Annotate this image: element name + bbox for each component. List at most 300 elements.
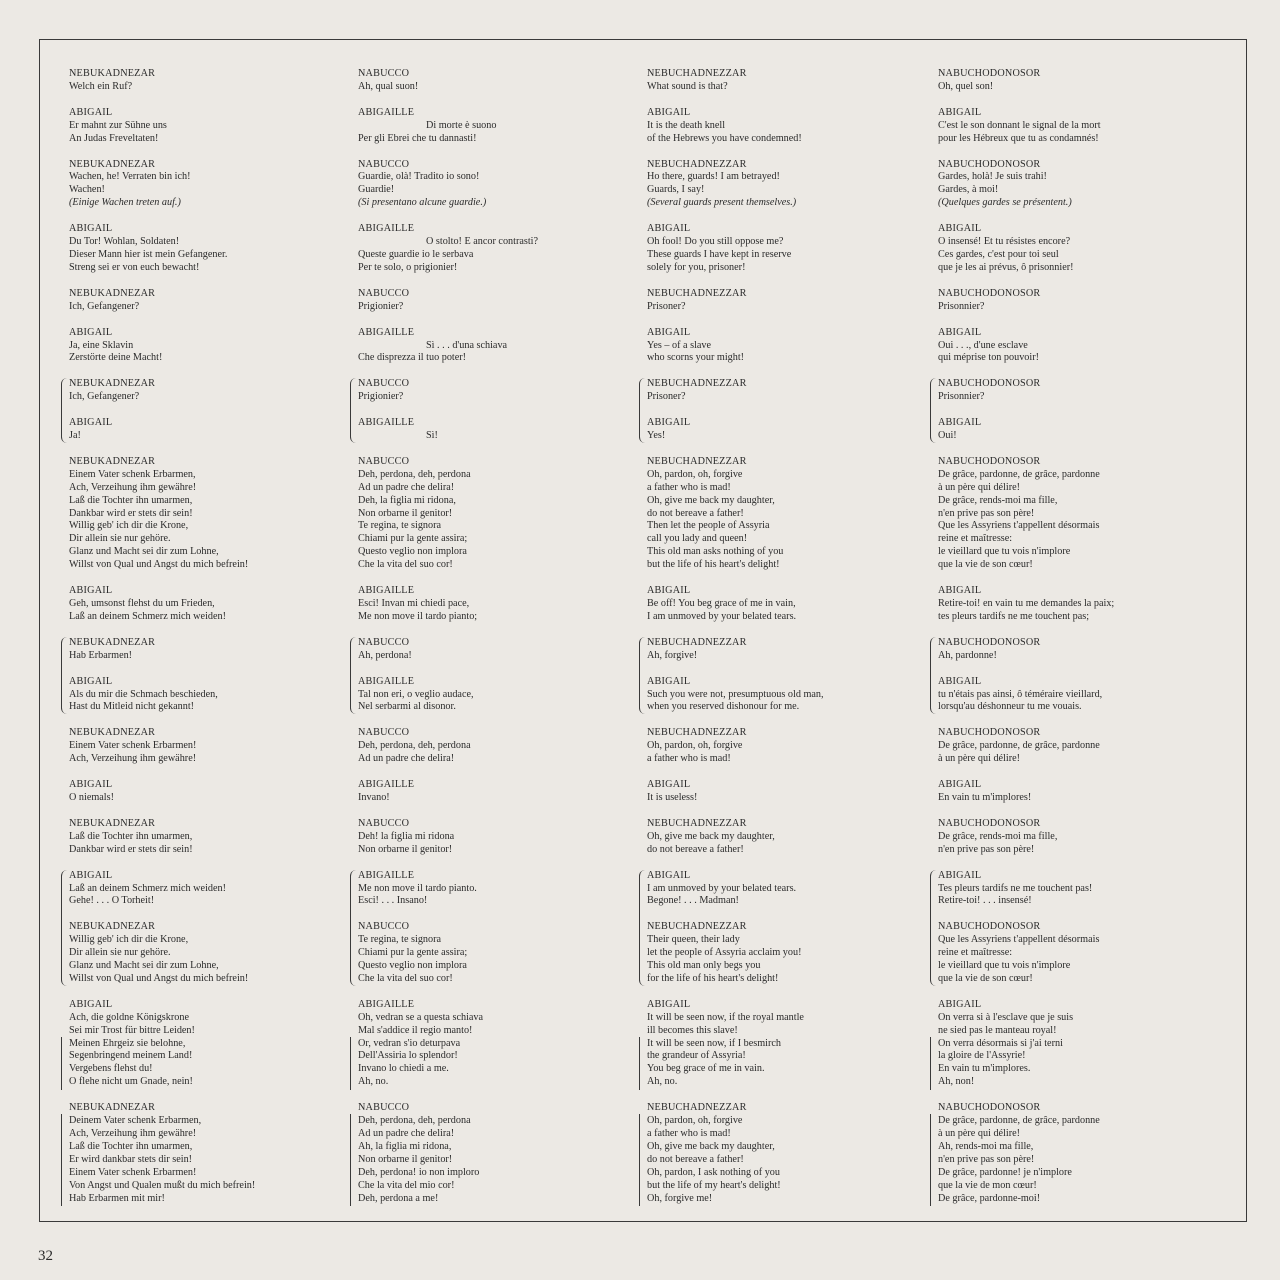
page-number: 32 (38, 1248, 53, 1264)
lyric-line: Per gli Ebrei che tu dannasti! (358, 132, 477, 144)
speaker-name: NABUCCO (358, 1102, 410, 1114)
lyric-line: Einem Vater schenk Erbarmen! (69, 740, 197, 752)
stanza (647, 1102, 919, 1205)
speaker-name: ABIGAILLE (358, 326, 415, 338)
stanza (358, 288, 630, 314)
speaker-name: ABIGAIL (647, 675, 691, 687)
lyric-line: a father who is mad! (647, 1128, 919, 1141)
lyric-line: Segenbringend meinem Land! (69, 1050, 341, 1063)
stanza (938, 159, 1210, 211)
lyric-line: De grâce, rends-moi ma fille, (938, 494, 1058, 506)
lyric-line: Ich, Gefangener? (69, 300, 140, 312)
stanza (647, 68, 919, 94)
speaker-name: ABIGAIL (69, 998, 113, 1010)
lyric-line: Willst von Qual und Angst du mich befrein! (69, 559, 249, 571)
stanza (358, 637, 630, 663)
speaker-name: ABIGAIL (647, 326, 691, 338)
lyric-line: Esci! . . . Insano! (358, 895, 428, 907)
column-german (69, 68, 341, 1205)
stanza (647, 870, 919, 909)
lyric-line: do not bereave a father! (647, 507, 744, 519)
stanza (647, 288, 919, 314)
lyric-line: Deh! la figlia mi ridona (358, 830, 455, 842)
speaker-name: NEBUCHADNEZZAR (647, 1102, 747, 1114)
stanza (938, 676, 1210, 715)
stanza (938, 417, 1210, 443)
speaker-name: ABIGAIL (647, 998, 691, 1010)
stage-direction: (Einige Wachen treten auf.) (69, 197, 181, 209)
stanza (938, 999, 1210, 1089)
lyric-line: An Judas Freveltaten! (69, 132, 159, 144)
lyric-line: Prigionier? (358, 300, 404, 312)
speaker-name: NEBUKADNEZAR (69, 287, 156, 299)
lyric-line: que je les ai prévus, ô prisonnier! (938, 261, 1074, 273)
speaker-name: NEBUKADNEZAR (69, 1102, 156, 1114)
lyric-line: Tal non eri, o veglio audace, (358, 688, 474, 700)
lyric-line: Oui . . ., d'une esclave (938, 339, 1028, 351)
speaker-name: ABIGAIL (69, 106, 113, 118)
lyric-line: call you lady and queen! (647, 533, 748, 545)
lyric-line: Oh, give me back my daughter, (647, 830, 775, 842)
lyric-line: Ah, no. (358, 1076, 630, 1089)
stanza (69, 921, 341, 986)
lyric-line: Invano! (358, 791, 390, 803)
stanza (69, 1102, 341, 1205)
lyric-line: Tes pleurs tardifs ne me touchent pas! (938, 882, 1093, 894)
lyric-line: Che disprezza il tuo poter! (358, 352, 467, 364)
lyric-line: Te regina, te signora (358, 934, 442, 946)
lyric-line: Er wird dankbar stets dir sein! (69, 1154, 341, 1167)
lyric-line: Di morte è suono (426, 119, 497, 131)
ensemble-bracket-group (647, 637, 919, 715)
speaker-name: NABUCCO (358, 378, 410, 390)
stanza (358, 223, 630, 275)
lyric-line: This old man asks nothing of you (647, 546, 784, 558)
lyric-line: Glanz und Macht sei dir zum Lohne, (69, 960, 219, 972)
column-french (938, 68, 1210, 1205)
lyric-line: Oh, pardon, oh, forgive (647, 1115, 919, 1128)
lyric-line: Oh, pardon, I ask nothing of you (647, 1167, 919, 1180)
lyric-line: Prigionier? (358, 391, 404, 403)
lyric-line: que la vie de son cœur! (938, 559, 1033, 571)
speaker-name: NABUCCO (358, 817, 410, 829)
speaker-name: NEBUCHADNEZZAR (647, 727, 747, 739)
lyric-line: Be off! You beg grace of me in vain, (647, 598, 796, 609)
lyric-line: Vergebens flehst du! (69, 1063, 341, 1076)
stanza (358, 68, 630, 94)
lyric-line: O stolto! E ancor contrasti? (426, 236, 539, 248)
lyric-line: Ach, Verzeihung ihm gewähre! (69, 481, 197, 493)
lyric-line: Ah, pardonne! (938, 649, 997, 661)
stanza (938, 327, 1210, 366)
lyric-line: Que les Assyriens t'appellent désormais (938, 934, 1100, 946)
lyric-line: De grâce, pardonne, de grâce, pardonne (938, 468, 1100, 480)
speaker-name: NEBUCHADNEZZAR (647, 378, 747, 390)
lyric-line: Dir allein sie nur gehöre. (69, 533, 171, 545)
speaker-name: NABUCHODONOSOR (938, 1102, 1041, 1114)
column-italian (358, 68, 630, 1205)
lyric-line: I am unmoved by your belated tears. (647, 882, 797, 894)
lyric-line: tes pleurs tardifs ne me touchent pas; (938, 610, 1090, 622)
lyric-line: Sì . . . d'una schiava (426, 339, 508, 351)
lyric-line: Ho there, guards! I am betrayed! (647, 171, 780, 183)
lyric-line: Nel serbarmi al disonor. (358, 701, 456, 713)
stanza (69, 585, 341, 624)
stanza (647, 107, 919, 146)
lyric-line: Gardes, holà! Je suis trahi! (938, 171, 1047, 183)
lyric-line: Non orbarne il genitor! (358, 507, 453, 519)
lyric-line: Invano lo chiedi a me. (358, 1063, 630, 1076)
stanza (938, 223, 1210, 275)
lyric-line: Yes – of a slave (647, 339, 712, 351)
lyric-line: Ces gardes, c'est pour toi seul (938, 248, 1059, 260)
lyric-line: Dankbar wird er stets dir sein! (69, 843, 193, 855)
lyric-line: Gehe! . . . O Torheit! (69, 895, 155, 907)
lyric-line: Deh, perdona a me! (358, 1193, 630, 1206)
speaker-name: NEBUKADNEZAR (69, 68, 156, 79)
lyric-line: solely for you, prisoner! (647, 261, 746, 273)
lyric-line: Wachen! (69, 184, 105, 196)
stanza (938, 727, 1210, 766)
stanza (358, 676, 630, 715)
lyric-line: Que les Assyriens t'appellent désormais (938, 520, 1100, 532)
stanza (647, 999, 919, 1089)
lyric-line: C'est le son donnant le signal de la mort (938, 119, 1101, 131)
lyric-line: Laß die Tochter ihn umarmen, (69, 494, 193, 506)
stanza (358, 1102, 630, 1205)
speaker-name: ABIGAIL (938, 417, 982, 429)
lyric-line: Meinen Ehrgeiz sie belohne, (69, 1038, 341, 1051)
lyric-line: Non orbarne il genitor! (358, 843, 453, 855)
lyric-line: De grâce, pardonne-moi! (938, 1193, 1210, 1206)
lyric-line: Per te solo, o prigionier! (358, 261, 458, 273)
lyric-line: This old man only begs you (647, 960, 761, 972)
lyric-line: tu n'étais pas ainsi, ô téméraire vieillard, (938, 688, 1103, 700)
lyric-line: Guardie! (358, 184, 395, 196)
speaker-name: NEBUKADNEZAR (69, 378, 156, 390)
lyric-line: Che la vita del suo cor! (358, 559, 453, 571)
stanza (69, 676, 341, 715)
stanza (938, 107, 1210, 146)
lyric-line: Retire-toi! . . . insensé! (938, 895, 1032, 907)
lyric-line: Then let the people of Assyria (647, 520, 770, 532)
speaker-name: NABUCHODONOSOR (938, 378, 1041, 390)
lyric-line: Oh, pardon, oh, forgive (647, 468, 743, 480)
stanza (358, 870, 630, 909)
lyric-line: Oh, quel son! (938, 80, 994, 92)
stanza (938, 1102, 1210, 1205)
stanza (69, 378, 341, 404)
lyric-line: Chiami pur la gente assira; (358, 533, 468, 545)
lyric-line: Oh, pardon, oh, forgive (647, 740, 743, 752)
ensemble-bracket-group (938, 637, 1210, 715)
lyric-line: Che la vita del mio cor! (358, 1180, 630, 1193)
lyric-line: Me non move il tardo pianto; (358, 610, 478, 622)
lyric-line: lorsqu'au déshonneur tu me vouais. (938, 701, 1082, 713)
speaker-name: NABUCCO (358, 287, 410, 299)
stanza (358, 107, 630, 146)
stanza (69, 223, 341, 275)
lyric-line: ne sied pas le manteau royal! (938, 1024, 1057, 1036)
lyric-line: Einem Vater schenk Erbarmen, (69, 468, 196, 480)
lyric-line: Deinem Vater schenk Erbarmen, (69, 1115, 341, 1128)
speaker-name: ABIGAILLE (358, 106, 415, 118)
speaker-name: ABIGAILLE (358, 998, 415, 1010)
lyric-line: En vain tu m'implores! (938, 791, 1032, 803)
lyric-line: Laß an deinem Schmerz mich weiden! (69, 610, 226, 622)
lyric-line: of the Hebrews you have condemned! (647, 132, 802, 144)
lyric-line: Du Tor! Wohlan, Soldaten! (69, 236, 180, 248)
lyric-line: Prisoner? (647, 391, 686, 403)
stanza (358, 417, 630, 443)
lyric-line: It is useless! (647, 791, 698, 803)
speaker-name: ABIGAIL (69, 326, 113, 338)
speaker-name: ABIGAIL (938, 223, 982, 235)
lyric-line: qui méprise ton pouvoir! (938, 352, 1040, 364)
speaker-name: ABIGAIL (938, 779, 982, 791)
speaker-name: ABIGAILLE (358, 779, 415, 791)
speaker-name: NEBUCHADNEZZAR (647, 287, 747, 299)
ensemble-bracket-group (938, 378, 1210, 443)
stage-direction: (Quelques gardes se présentent.) (938, 197, 1072, 209)
speaker-name: ABIGAIL (647, 106, 691, 118)
lyric-line: O niemals! (69, 791, 114, 803)
lyric-line: Oh, vedran se a questa schiava (358, 1011, 484, 1023)
stanza (358, 159, 630, 211)
lyric-line: Ja! (69, 430, 81, 442)
ensemble-bracket-group (69, 637, 341, 715)
ensemble-bracket-group (938, 870, 1210, 986)
lyric-line: Such you were not, presumptuous old man, (647, 688, 824, 700)
lyric-line: It will be seen now, if I besmirch (647, 1038, 919, 1051)
stanza (938, 779, 1210, 805)
speaker-name: ABIGAIL (69, 675, 113, 687)
stanza (938, 921, 1210, 986)
lyric-line: Sei mir Trost für bittre Leiden! (69, 1024, 195, 1036)
speaker-name: ABIGAIL (69, 223, 113, 235)
speaker-name: NABUCCO (358, 68, 410, 79)
speaker-name: NEBUKADNEZAR (69, 727, 156, 739)
lyric-line: Me non move il tardo pianto. (358, 882, 477, 894)
lyric-line: On verra si à l'esclave que je suis (938, 1011, 1074, 1023)
lyric-line: Von Angst und Qualen mußt du mich befrein! (69, 1180, 341, 1193)
speaker-name: NABUCHODONOSOR (938, 727, 1041, 739)
lyric-line: Guards, I say! (647, 184, 705, 196)
speaker-name: ABIGAIL (647, 869, 691, 881)
stanza (69, 288, 341, 314)
speaker-name: NEBUKADNEZAR (69, 636, 156, 648)
stanza (69, 417, 341, 443)
lyric-line: que la vie de mon cœur! (938, 1180, 1210, 1193)
stanza (69, 107, 341, 146)
stanza (358, 779, 630, 805)
lyric-line: Deh, perdona! io non imploro (358, 1167, 630, 1180)
lyric-line: Wachen, he! Verraten bin ich! (69, 171, 191, 183)
lyric-line: la gloire de l'Assyrie! (938, 1050, 1210, 1063)
stanza (358, 378, 630, 404)
lyric-line: It will be seen now, if the royal mantle (647, 1011, 804, 1023)
lyric-line: Queste guardie io le serbava (358, 248, 474, 260)
speaker-name: NABUCCO (358, 636, 410, 648)
ensemble-bracket-group (69, 378, 341, 443)
stanza (69, 727, 341, 766)
lyric-line: Sì! (426, 430, 438, 442)
lyric-line: Ach, Verzeihung ihm gewähre! (69, 1128, 341, 1141)
stanza (938, 585, 1210, 624)
lyric-line: a father who is mad! (647, 753, 731, 765)
lyric-line: What sound is that? (647, 80, 728, 92)
lyric-line: Ah, no. (647, 1076, 919, 1089)
stanza (358, 727, 630, 766)
lyric-line: when you reserved dishonour for me. (647, 701, 800, 713)
speaker-name: ABIGAIL (647, 223, 691, 235)
speaker-name: ABIGAIL (69, 779, 113, 791)
lyric-line: Laß an deinem Schmerz mich weiden! (69, 882, 226, 894)
lyric-line: who scorns your might! (647, 352, 745, 364)
lyric-line: Mal s'addice il regio manto! (358, 1024, 473, 1036)
lyric-line: Welch ein Ruf? (69, 80, 133, 92)
lyric-line: Oh, give me back my daughter, (647, 494, 775, 506)
stanza (647, 159, 919, 211)
stanza (647, 818, 919, 857)
lyric-line: Ah, la figlia mi ridona, (358, 1141, 630, 1154)
speaker-name: ABIGAIL (938, 998, 982, 1010)
lyric-line: Questo veglio non implora (358, 960, 467, 972)
lyric-line: Dir allein sie nur gehöre. (69, 947, 171, 959)
speaker-name: ABIGAIL (938, 106, 982, 118)
lyric-line: Yes! (647, 430, 666, 442)
lyric-line: Che la vita del suo cor! (358, 972, 453, 984)
speaker-name: NEBUCHADNEZZAR (647, 636, 747, 648)
lyric-line: Prisonnier? (938, 300, 985, 312)
stanza (647, 676, 919, 715)
speaker-name: NABUCHODONOSOR (938, 68, 1041, 79)
speaker-name: ABIGAIL (69, 417, 113, 429)
lyric-line: Their queen, their lady (647, 934, 740, 946)
lyric-line: let the people of Assyria acclaim you! (647, 947, 802, 959)
lyric-line: Ad un padre che delira! (358, 481, 455, 493)
lyric-line: Ich, Gefangener? (69, 391, 140, 403)
speaker-name: NABUCHODONOSOR (938, 636, 1041, 648)
stanza (358, 585, 630, 624)
lyric-line: Retire-toi! en vain tu me demandes la paix; (938, 598, 1115, 609)
ensemble-bracket-group (69, 870, 341, 986)
lyric-line: n'en prive pas son père! (938, 843, 1035, 855)
lyric-line: Ah, qual suon! (358, 80, 419, 92)
lyric-line: Streng sei er von euch bewacht! (69, 261, 200, 273)
libretto-frame (39, 39, 1247, 1222)
column-english (647, 68, 919, 1205)
stanza (69, 870, 341, 909)
lyric-line: Laß die Tochter ihn umarmen, (69, 1141, 341, 1154)
lyric-line: Esci! Invan mi chiedi pace, (358, 598, 470, 609)
speaker-name: ABIGAIL (647, 585, 691, 597)
lyric-line: Questo veglio non implora (358, 546, 467, 558)
lyric-line: Chiami pur la gente assira; (358, 947, 468, 959)
speaker-name: ABIGAIL (69, 869, 113, 881)
stanza (938, 456, 1210, 572)
lyric-line: Hast du Mitleid nicht gekannt! (69, 701, 195, 713)
speaker-name: NEBUCHADNEZZAR (647, 158, 747, 170)
lyric-line: but the life of his heart's delight! (647, 559, 780, 571)
lyric-line: Ad un padre che delira! (358, 1128, 630, 1141)
stanza (647, 637, 919, 663)
stanza (358, 999, 630, 1089)
stanza (69, 159, 341, 211)
lyric-line: a father who is mad! (647, 481, 731, 493)
speaker-name: ABIGAIL (647, 779, 691, 791)
lyric-line: Willig geb' ich dir die Krone, (69, 520, 189, 532)
lyric-line: Ach, Verzeihung ihm gewähre! (69, 753, 197, 765)
speaker-name: ABIGAIL (938, 326, 982, 338)
lyric-line: Laß die Tochter ihn umarmen, (69, 830, 193, 842)
lyric-line: Oh, forgive me! (647, 1193, 919, 1206)
speaker-name: NABUCHODONOSOR (938, 158, 1041, 170)
lyric-line: Te regina, te signora (358, 520, 442, 532)
lyric-line: Ah, non! (938, 1076, 1210, 1089)
lyric-line: Hab Erbarmen! (69, 649, 133, 661)
speaker-name: NABUCHODONOSOR (938, 921, 1041, 933)
lyric-line: do not bereave a father! (647, 1154, 919, 1167)
speaker-name: NEBUKADNEZAR (69, 158, 156, 170)
speaker-name: NABUCCO (358, 158, 410, 170)
stanza (69, 999, 341, 1089)
lyric-line: le vieillard que tu vois n'implore (938, 546, 1071, 558)
lyric-line: Hab Erbarmen mit mir! (69, 1193, 341, 1206)
stanza (358, 921, 630, 986)
speaker-name: NEBUKADNEZAR (69, 817, 156, 829)
lyric-line: On verra désormais si j'ai terni (938, 1038, 1210, 1051)
lyric-line: do not bereave a father! (647, 843, 744, 855)
stanza (69, 779, 341, 805)
lyric-line: à un père qui délire! (938, 481, 1021, 493)
lyric-line: I am unmoved by your belated tears. (647, 610, 797, 622)
stanza (647, 921, 919, 986)
speaker-name: NEBUKADNEZAR (69, 455, 156, 467)
stanza (69, 68, 341, 94)
stanza (647, 417, 919, 443)
speaker-name: ABIGAILLE (358, 675, 415, 687)
lyric-line: Begone! . . . Madman! (647, 895, 739, 907)
speaker-name: ABIGAIL (647, 417, 691, 429)
lyric-line: De grâce, rends-moi ma fille, (938, 830, 1058, 842)
lyric-line: Dankbar wird er stets dir sein! (69, 507, 193, 519)
stage-direction: (Si presentano alcune guardie.) (358, 197, 487, 209)
stage-direction: (Several guards present themselves.) (647, 197, 797, 209)
stanza (358, 456, 630, 572)
lyric-line: Einem Vater schenk Erbarmen! (69, 1167, 341, 1180)
stanza (938, 870, 1210, 909)
lyric-line: à un père qui délire! (938, 1128, 1210, 1141)
stanza (358, 327, 630, 366)
ensemble-bracket-group (358, 378, 630, 443)
stanza (358, 818, 630, 857)
lyric-line: Dieser Mann hier ist mein Gefangener. (69, 248, 228, 260)
ensemble-bracket-group (647, 378, 919, 443)
speaker-name: ABIGAIL (938, 585, 982, 597)
lyric-line: Deh, perdona, deh, perdona (358, 740, 471, 752)
lyric-line: Ja, eine Sklavin (69, 339, 134, 351)
stanza (647, 223, 919, 275)
stanza (938, 378, 1210, 404)
lyric-line: O insensé! Et tu résistes encore? (938, 236, 1071, 248)
speaker-name: ABIGAILLE (358, 417, 415, 429)
speaker-name: NEBUKADNEZAR (69, 921, 156, 933)
stanza (647, 327, 919, 366)
lyric-line: Zerstörte deine Macht! (69, 352, 163, 364)
stanza (69, 818, 341, 857)
lyric-line: De grâce, pardonne, de grâce, pardonne (938, 1115, 1210, 1128)
